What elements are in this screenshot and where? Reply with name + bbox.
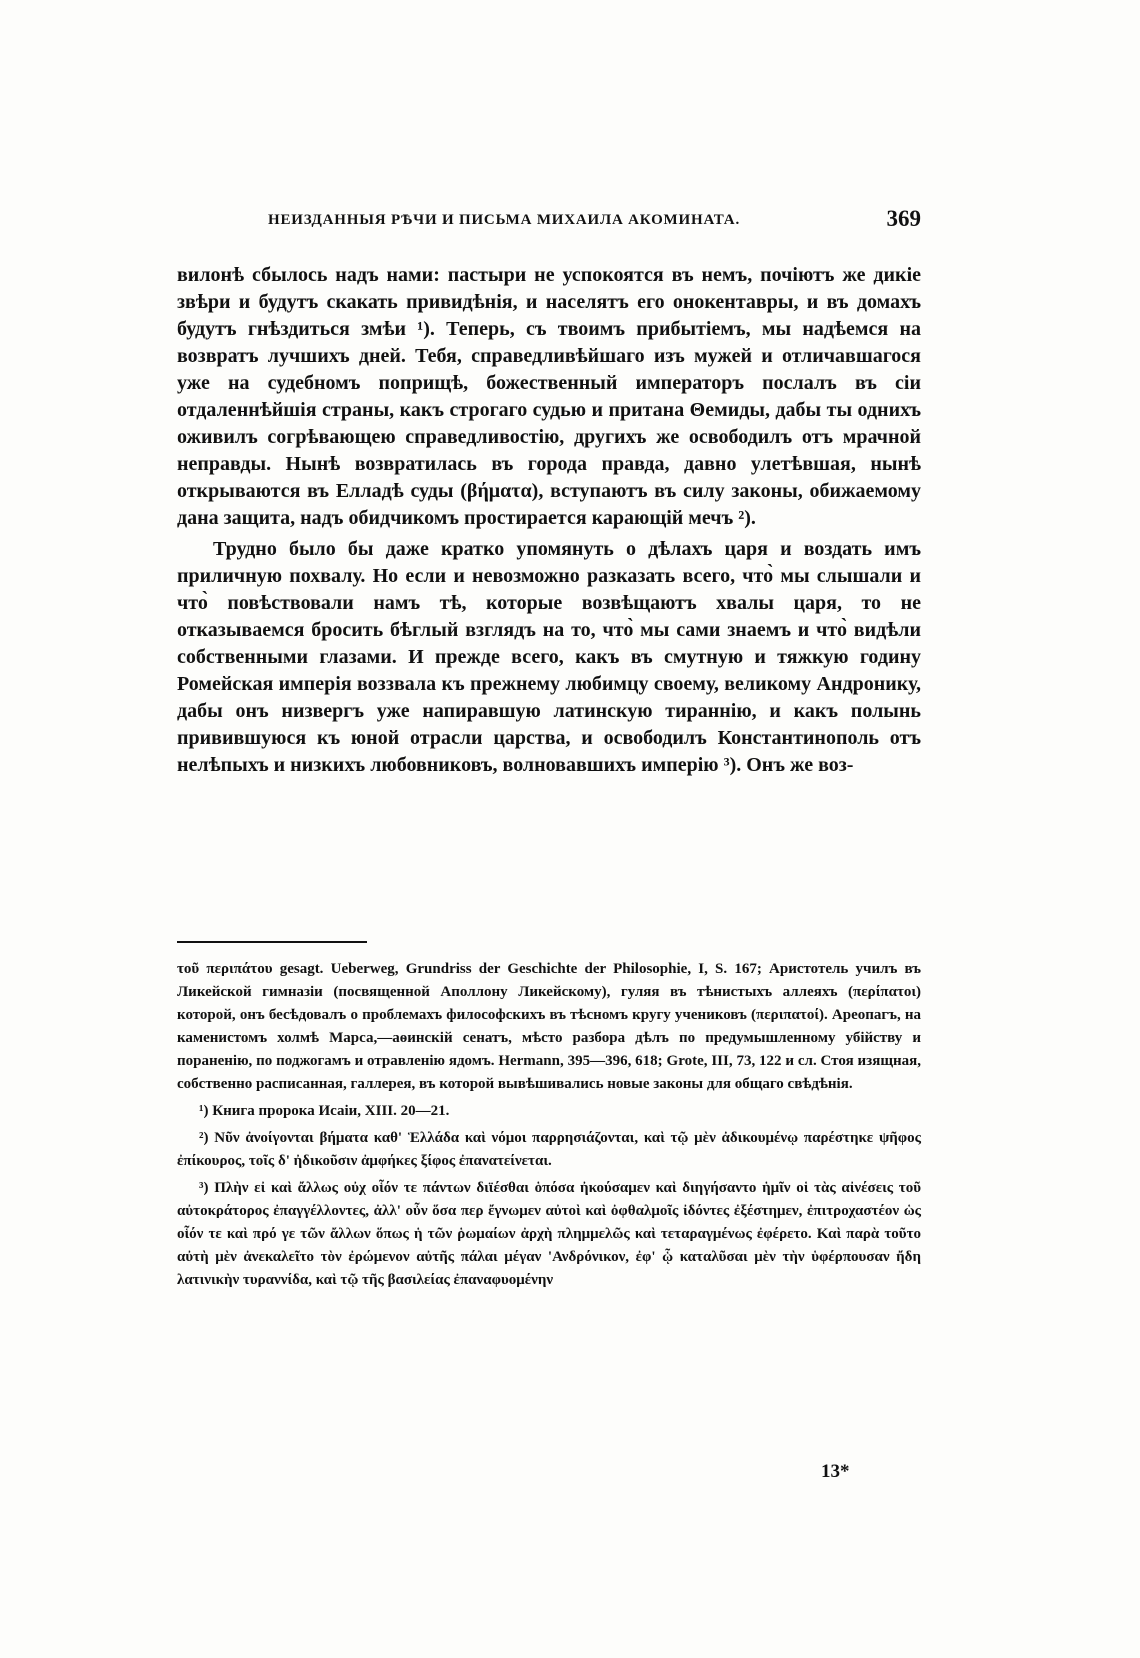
footnote-3: ³) Πλὴν εἰ καὶ ἄλλως οὐχ οἷόν τε πάντων διϊέσθαι ὁπόσα ἠκούσαμεν καὶ διηγήσαντο ἡμῖν οἱ τὰς αἰνέσεις τοῦ αὐτοκράτορος ἐπαγγέλλοντες, ἀλλ' οὖν ὅσα περ ἔγνωμεν αὐτοὶ καὶ ὀφθαλμοῖς ἰδόντες ἐξέστημεν, ἐπιτροχαστέον ὡς οἷόν τε καὶ πρό γε τῶν ἄλλων ὅπως ἡ τῶν ῥωμαίων ἀρχὴ πλημμελῶς καὶ τεταραγμένως ἐφέρετο. Καὶ παρὰ τοῦτο αὐτὴ μὲν ἀνεκαλεῖτο τὸν ἐρώμενον αὐτῆς πάλαι μέγαν 'Ανδρόνικον, ἐφ' ᾧ καταλῦσαι μὲν τὴν ὑφέρπουσαν ἤδη λατινικὴν τυραννίδα, καὶ τῷ τῆς βασιλείας ἐπαναφυομένην (177, 1180, 921, 1288)
footnote-continuation: τοῦ περιπάτου gesagt. Ueberweg, Grundriss der Geschichte der Philosophie, I, S. 167; Аристотель училъ въ Ликейской гимназіи (посвященной Аполлону Ликейскому), гуляя въ тѣнистыхъ аллеяхъ (περίπατοι) которой, онъ бесѣдовалъ о проблемахъ философскихъ въ тѣсномъ кругу учениковъ (περιπατοί). Ареопагъ, на каменистомъ холмѣ Марса,—аѳинскій сенатъ, мѣсто разбора дѣлъ по предумышленному убійству и пораненію, по поджогамъ и отравленію ядомъ. Hermann, 395—396, 618; Grote, III, 73, 122 и сл. Стоя изящная, собственно расписанная, галлерея, въ которой вывѣшивались новые законы для общаго свѣдѣнія. (177, 961, 921, 1092)
body-paragraph: вилонѣ сбылось надъ нами: пастыри не успокоятся въ немъ, почіютъ же дикіе звѣри и будутъ скакать привидѣнія, и населятъ его онокентавры, и въ домахъ будутъ гнѣздиться змѣи ¹). Теперь, съ твоимъ прибытіемъ, мы надѣемся на возвратъ лучшихъ дней. Тебя, справедливѣйшаго изъ мужей и отличавшагося уже на судебномъ поприщѣ, божественный императоръ послалъ въ сіи отдаленнѣйшія страны, какъ строгаго судью и притана Θемиды, дабы ты однихъ оживилъ согрѣвающею справедливостію, другихъ же освободилъ отъ мрачной неправды. Нынѣ возвратилась въ города правда, давно улетѣвшая, нынѣ открываются въ Елладѣ суды (βήματα), вступаютъ въ силу законы, обижаемому дана защита, надъ обидчикомъ простирается карающій мечъ ²). (177, 264, 921, 529)
footnote-divider (177, 941, 367, 943)
running-header (268, 206, 921, 236)
running-title: НЕИЗДАННЫЯ РѢЧИ И ПИСЬМА МИХАИЛА АКОМИНАТА. (268, 212, 740, 228)
footnotes-section (177, 958, 921, 1296)
body-paragraph: Трудно было бы даже кратко упомянуть о дѣлахъ царя и воздать имъ приличную похвалу. Но если и невозможно разказать всего, что̀ мы слышали и что̀ повѣствовали намъ тѣ, которые возвѣщаютъ хвалы царя, то не отказываемся бросить бѣглый взглядъ на то, что̀ мы сами знаемъ и что̀ видѣли собственными глазами. И прежде всего, какъ въ смутную и тяжкую годину Ромейская имперія воззвала къ прежнему любимцу своему, великому Андронику, дабы онъ низвергъ уже напиравшую латинскую тираннію, и какъ полынь привившуюся къ юной отрасли царства, и освободилъ Константинополь отъ нелѣпыхъ и низкихъ любовниковъ, волновавшихъ имперію ³). Онъ же воз- (177, 538, 921, 776)
main-body-text (177, 262, 921, 779)
printers-signature-mark: 13* (821, 1461, 850, 1482)
footnote-2: ²) Νῦν ἀνοίγονται βήματα καθ' Ἑλλάδα καὶ νόμοι παρρησιάζονται, καὶ τῷ μὲν ἀδικουμένῳ παρέστηκε ψῆφος ἐπίκουρος, τοῖς δ' ἠδικοῦσιν ἀμφήκες ξίφος ἐπανατείνεται. (177, 1130, 921, 1169)
page-number: 369 (886, 206, 921, 231)
footnote-1: ¹) Книга пророка Исаіи, XIII. 20—21. (199, 1103, 450, 1119)
